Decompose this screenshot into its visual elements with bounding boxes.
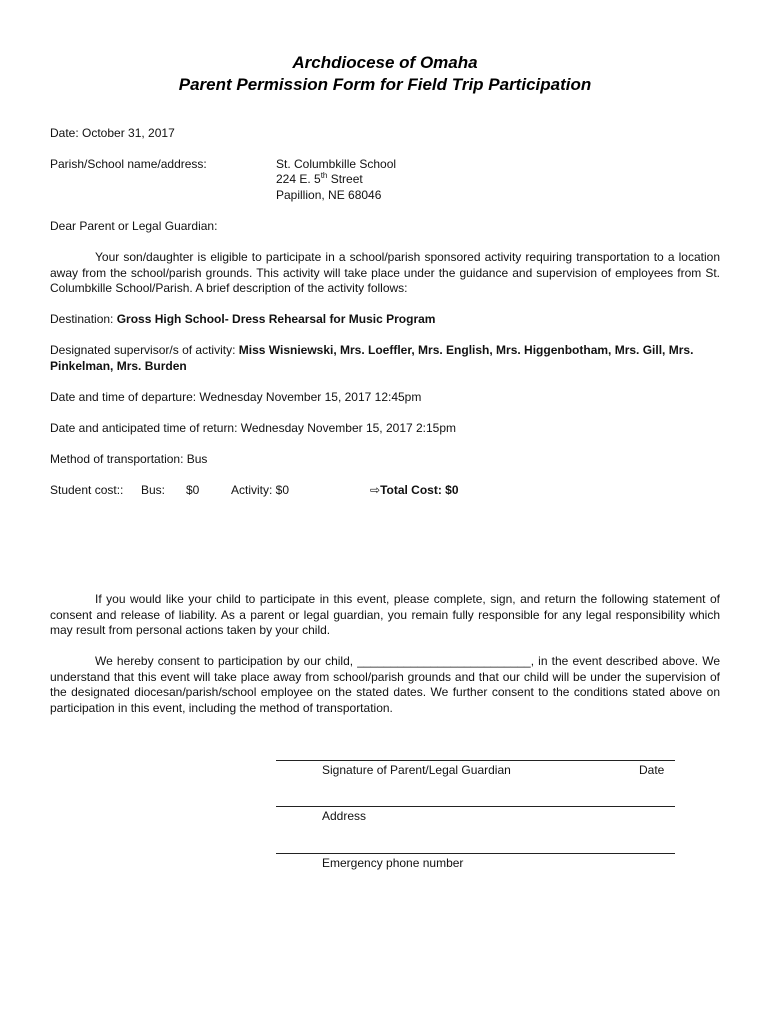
consent-intro-paragraph: If you would like your child to participate in this event, please complete, sign, and return the following statement of consent and release of liability. As a parent or legal guardian, you remain fully responsible for any legal responsibility which may result from personal actions taken by your child. (50, 592, 720, 637)
salutation: Dear Parent or Legal Guardian: (50, 219, 218, 233)
phone-label: Emergency phone number (322, 856, 464, 870)
cost-bus-value: $0 (186, 483, 200, 497)
signature-date-label: Date (639, 763, 665, 777)
guardian-signature-line (276, 760, 675, 761)
cost-label: Student cost:: (50, 483, 124, 497)
destination-value: Gross High School- Dress Rehearsal for Music Program (116, 312, 436, 326)
departure-line: Date and time of departure: Wednesday November 15, 2017 12:45pm (50, 390, 422, 404)
street-number: 224 E. 5 (276, 172, 321, 186)
destination-line (50, 312, 435, 327)
consent-statement-paragraph: We hereby consent to participation by our child, __________________________, in the event described above. We understand that this event will take place away from school/parish grounds and that our child will be under the supervision of the designated diocesan/parish/school employee on the stated dates. We further consent to the conditions stated above on participation in this event, including the method of transportation. (50, 654, 720, 715)
address-label: Address (322, 809, 367, 823)
form-date: Date: October 31, 2017 (50, 126, 175, 140)
parish-street (276, 172, 363, 187)
guardian-signature-label: Signature of Parent/Legal Guardian (322, 763, 511, 777)
intro-paragraph: Your son/daughter is eligible to participate in a school/parish sponsored activity requiring transportation to a location away from the school/parish grounds. This activity will take place under the guidance and supervision of employees from St. Columbkille School/Parish. A brief description of the activity follows: (50, 250, 720, 295)
address-line (276, 806, 675, 807)
supervisors-value: Miss Wisniewski, Mrs. Loeffler, Mrs. English, Mrs. Higgenbotham, Mrs. Gill, Mrs. Pinkelman, Mrs. Burden (50, 343, 694, 373)
cost-activity: Activity: $0 (231, 483, 290, 497)
form-title: Parent Permission Form for Field Trip Participation (178, 75, 592, 94)
street-ordinal: th (320, 171, 328, 180)
parish-name: St. Columbkille School (276, 157, 397, 171)
total-cost-value: Total Cost: $0 (380, 483, 459, 497)
parish-label: Parish/School name/address: (50, 157, 207, 171)
cost-bus-label: Bus: (141, 483, 166, 497)
org-title: Archdiocese of Omaha (292, 53, 478, 72)
cost-total (370, 483, 459, 498)
return-line: Date and anticipated time of return: Wednesday November 15, 2017 2:15pm (50, 421, 457, 435)
street-name: Street (327, 172, 363, 186)
destination-label: Destination: (50, 312, 117, 326)
phone-line (276, 853, 675, 854)
transport-line: Method of transportation: Bus (50, 452, 208, 466)
arrow-right-icon: ⇨ (370, 483, 381, 497)
supervisors-line (50, 343, 710, 374)
parish-city: Papillion, NE 68046 (276, 188, 382, 202)
supervisors-label: Designated supervisor/s of activity: (50, 343, 239, 357)
